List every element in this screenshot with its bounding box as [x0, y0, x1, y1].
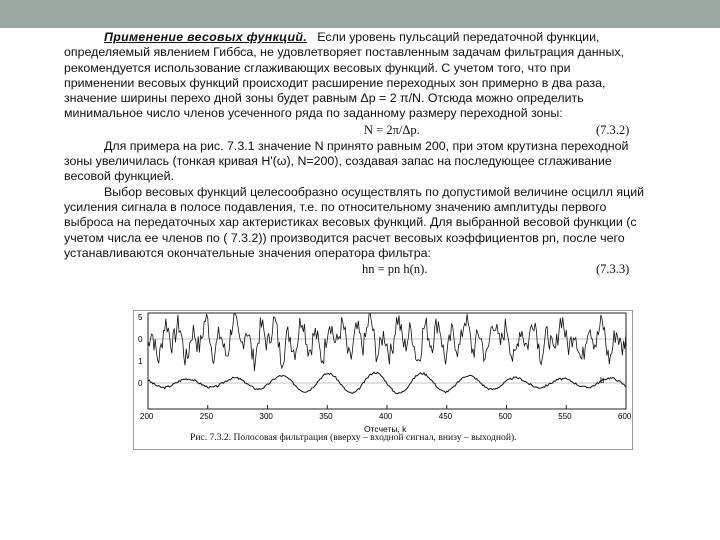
- text-line: устанавливаются окончательные значения оператора фильтра:: [64, 245, 431, 260]
- equation-7-3-3: [64, 261, 644, 278]
- text-line: весовой функцией.: [64, 169, 175, 184]
- equation-7-3-2: [64, 122, 644, 139]
- text-line: зоны увеличилась (тонкая кривая H'(ω), N=200), создавая запас на последующее сглаживание: [64, 154, 612, 169]
- y-tick-label: 1: [138, 357, 143, 366]
- x-tick-label: 600: [618, 412, 632, 421]
- x-tick-label: 250: [199, 412, 214, 421]
- section-title: Применение весовых функций.: [104, 30, 307, 44]
- text-line: Если уровень пульсаций передаточной функции,: [317, 30, 600, 44]
- y-tick-label: 5: [138, 313, 143, 322]
- figure-band-filter: [133, 310, 633, 450]
- signal-plot: [134, 311, 632, 449]
- x-tick-label: 200: [140, 412, 154, 421]
- y-tick-label: 0: [138, 379, 143, 388]
- text-line: минимальное число членов усеченного ряда по заданному размеру переходной зоны:: [64, 106, 563, 121]
- x-tick-label: 300: [259, 412, 273, 421]
- slide-top-bar: [0, 0, 720, 28]
- x-tick-label: 500: [498, 412, 512, 421]
- x-axis-label: Отсчеты, k: [364, 424, 407, 434]
- equation-number: (7.3.2): [596, 122, 630, 137]
- paragraph-1-line-1: [64, 30, 644, 45]
- x-tick-label: 450: [438, 412, 453, 421]
- x-tick-label: 400: [379, 412, 393, 421]
- text-line: рекомендуется использование сглаживающих весовых функций. С учетом того, что при: [64, 60, 571, 75]
- equation-formula: hn = pn h(n).: [362, 262, 428, 277]
- equation-number: (7.3.3): [596, 262, 630, 277]
- text-line: учетом числа ее членов по ( 7.3.2)) производится расчет весовых коэффициентов pn, после чего: [64, 230, 625, 245]
- text-line: применении весовых функций происходит расширение переходных зон примерно в два раза,: [64, 75, 606, 90]
- y-tick-label: 0: [138, 335, 143, 344]
- text-line: Для примера на рис. 7.3.1 значение N принято равным 200, при этом крутизна переходной: [104, 138, 629, 153]
- text-line: определяемый явлением Гиббса, не удовлетворяет поставленным задачам фильтрация данных,: [64, 45, 625, 60]
- text-line: усиления сигнала в полосе подавления, т.е. по относительному значению амплитуды первого: [64, 199, 607, 214]
- plot-area: [148, 313, 626, 409]
- figure-caption: Рис. 7.3.2. Полосовая фильтрация (вверху – входной сигнал, внизу – выходной).: [190, 432, 517, 443]
- x-tick-label: 550: [558, 412, 572, 421]
- slide-text: [64, 30, 644, 278]
- series-marker-label: b: [600, 376, 605, 385]
- text-line: выброса на передаточных хар актеристиках весовых функций. Для выбранной весовой функции (с: [64, 215, 637, 230]
- text-line: значение ширины перехо дной зоны будет равным Δp = 2 π/N. Отсюда можно определить: [64, 91, 584, 106]
- equation-formula: N = 2π/Δp.: [364, 122, 420, 137]
- x-tick-label: 350: [319, 412, 333, 421]
- text-line: Выбор весовых функций целесообразно осуществлять по допустимой величине осцилл яций: [104, 184, 645, 199]
